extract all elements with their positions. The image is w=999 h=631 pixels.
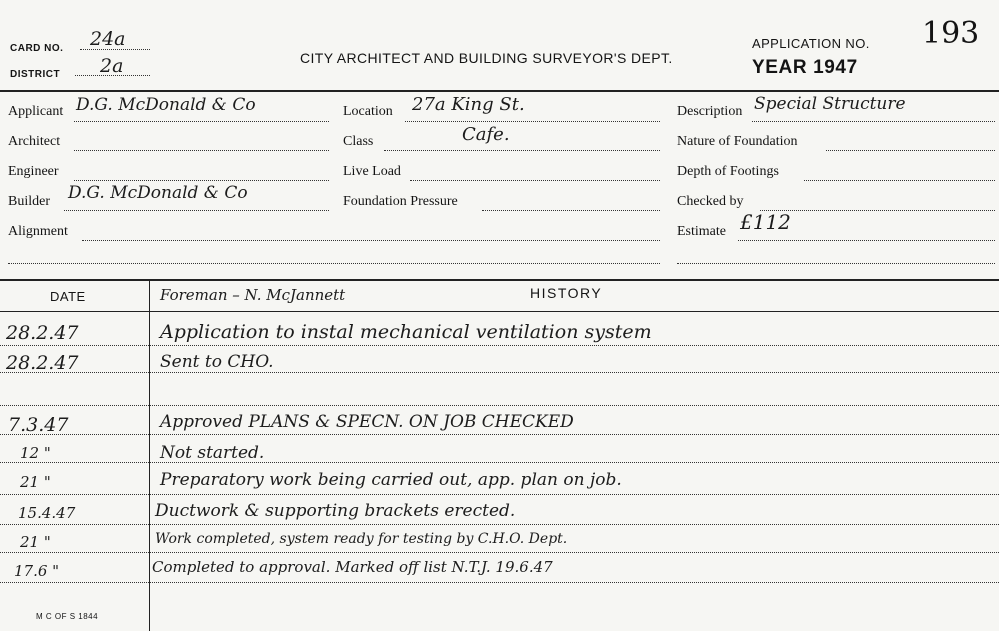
history-row-5-text: Not started.: [160, 443, 265, 463]
history-row-7-date: 15.4.47: [18, 504, 76, 522]
class-value: Cafe.: [462, 124, 510, 145]
application-number: 193: [922, 16, 980, 51]
history-row-7-text: Ductwork & supporting brackets erected.: [155, 501, 516, 521]
department-title: CITY ARCHITECT AND BUILDING SURVEYOR'S DEPT.: [300, 50, 673, 66]
checked-by-label: Checked by: [677, 194, 744, 209]
history-row-9-date: 17.6 ": [14, 562, 60, 580]
history-row-8-text: Work completed, system ready for testing by C.H.O. Dept.: [155, 531, 568, 547]
applicant-label: Applicant: [8, 104, 64, 119]
estimate-label: Estimate: [677, 224, 726, 239]
history-row-5-date: 12 ": [20, 444, 51, 462]
history-header: HISTORY: [530, 285, 603, 301]
application-label: APPLICATION NO.: [752, 36, 870, 51]
engineer-label: Engineer: [8, 164, 59, 179]
history-row-6-text: Preparatory work being carried out, app. plan on job.: [160, 470, 622, 490]
history-row-9-text: Completed to approval. Marked off list N.T.J. 19.6.47: [152, 558, 553, 576]
location-value: 27a King St.: [412, 94, 525, 115]
card-no-label: CARD NO.: [10, 43, 64, 54]
description-value: Special Structure: [754, 94, 906, 114]
history-row-1-date: 28.2.47: [6, 322, 79, 344]
card-no-value: 24a: [90, 28, 126, 50]
live-load-label: Live Load: [343, 164, 401, 179]
applicant-value: D.G. McDonald & Co: [76, 95, 256, 115]
description-label: Description: [677, 104, 743, 119]
history-row-1-text: Application to instal mechanical ventilation system: [160, 321, 652, 343]
estimate-value: £112: [740, 210, 791, 234]
foreman-note: Foreman – N. McJannett: [160, 286, 346, 304]
history-row-4-text: Approved PLANS & SPECN. ON JOB CHECKED: [160, 412, 574, 432]
history-row-6-date: 21 ": [20, 473, 51, 491]
form-number: M C OF S 1844: [36, 612, 99, 621]
history-row-8-date: 21 ": [20, 533, 51, 551]
year-label: YEAR 1947: [752, 57, 858, 78]
foundation-pressure-label: Foundation Pressure: [343, 194, 458, 209]
history-row-2-text: Sent to CHO.: [160, 352, 274, 372]
nature-of-foundation-label: Nature of Foundation: [677, 134, 798, 149]
builder-label: Builder: [8, 194, 50, 209]
depth-of-footings-label: Depth of Footings: [677, 164, 779, 179]
builder-value: D.G. McDonald & Co: [68, 183, 248, 203]
date-header: DATE: [50, 289, 86, 304]
architect-label: Architect: [8, 134, 61, 149]
district-label: DISTRICT: [10, 69, 61, 80]
history-row-4-date: 7.3.47: [8, 414, 69, 436]
class-label: Class: [343, 134, 374, 149]
history-row-2-date: 28.2.47: [6, 352, 79, 374]
alignment-label: Alignment: [8, 224, 68, 239]
district-value: 2a: [100, 55, 124, 77]
location-label: Location: [343, 104, 393, 119]
